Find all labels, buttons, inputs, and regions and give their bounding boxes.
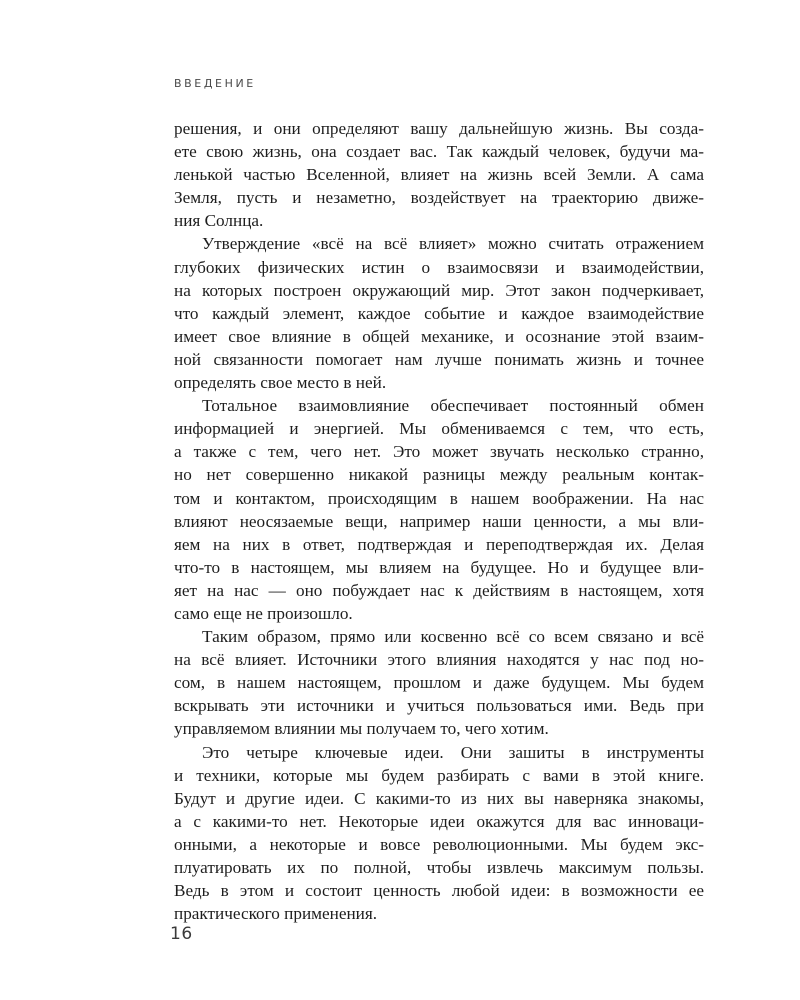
text-line: Тотальное взаимовлияние обеспечивает постоянный обмен [202,396,704,416]
text-line: само еще не произошло. [174,603,353,623]
text-line: ной связанности помогает нам лучше понимать жизнь и точнее [174,349,704,369]
text-line: Земля, пусть и незаметно, воздействует на траекторию движе- [174,188,704,208]
paragraph [174,625,704,740]
text-line: сом, в нашем настоящем, прошлом и даже будущем. Мы будем [174,673,704,693]
text-line: влияют неосязаемые вещи, например наши ценности, а мы вли- [174,511,704,531]
text-line: и техники, которые мы будем разбирать с вами в этой книге. [174,765,704,785]
text-line: на которых построен окружающий мир. Этот закон подчеркивает, [174,280,704,300]
text-line: определять свое место в ней. [174,373,387,393]
text-line: плуатировать их по полной, чтобы извлечь максимум пользы. [174,858,704,877]
text-line: яет на нас — оно побуждает нас к действиям в настоящем, хотя [174,580,704,600]
paragraph [174,741,704,926]
text-line: информацией и энергией. Мы обмениваемся с тем, что есть, [174,419,704,439]
text-line: вскрывать эти источники и учиться пользоваться ими. Ведь при [174,696,704,716]
text-line: том и контактом, происходящим в нашем воображении. На нас [174,488,704,508]
text-line: что-то в настоящем, мы влияем на будущее. Но и будущее вли- [174,557,704,577]
text-line: ете свою жизнь, она создает вас. Так каждый человек, будучи ма- [174,142,704,162]
text-line: решения, и они определяют вашу дальнейшую жизнь. Вы созда- [174,119,704,138]
text-line: что каждый элемент, каждое событие и каждое взаимодействие [174,303,704,323]
text-line: Утверждение «всё на всё влияет» можно считать отражением [202,234,704,254]
text-line: глубоких физических истин о взаимосвязи и взаимодействии, [174,257,704,277]
text-line: Таким образом, прямо или косвенно всё со всем связано и всё [202,627,704,647]
paragraph [174,394,704,625]
text-line: ленькой частью Вселенной, влияет на жизнь всей Земли. А сама [174,165,704,185]
text-line: а также с тем, чего нет. Это может звучать несколько странно, [174,442,704,462]
paragraph [174,117,704,232]
paragraph [174,232,704,394]
text-line: Это четыре ключевые идеи. Они зашиты в инструменты [202,742,704,762]
body-text [174,117,704,925]
page-number: 16 [170,924,193,944]
text-line: Ведь в этом и состоит ценность любой идеи: в возможности ее [174,881,704,901]
text-line: управляемом влиянии мы получаем то, чего хотим. [174,719,549,739]
running-head: ВВЕДЕНИЕ [174,77,256,90]
text-line: имеет свое влияние в общей механике, и осознание этой взаим- [174,326,704,346]
text-line: ния Солнца. [174,211,264,231]
text-line: на всё влияет. Источники этого влияния находятся у нас под но- [174,650,704,670]
text-line: но нет совершенно никакой разницы между реальным контак- [174,465,704,485]
text-line: Будут и другие идеи. С какими-то из них вы наверняка знакомы, [174,788,704,808]
text-line: онными, а некоторые и вовсе революционными. Мы будем экс- [174,834,704,854]
text-line: яем на них в ответ, подтверждая и переподтверждая их. Делая [174,534,704,554]
text-line: практического применения. [174,904,378,924]
text-line: а с какими-то нет. Некоторые идеи окажутся для вас инноваци- [174,811,704,831]
